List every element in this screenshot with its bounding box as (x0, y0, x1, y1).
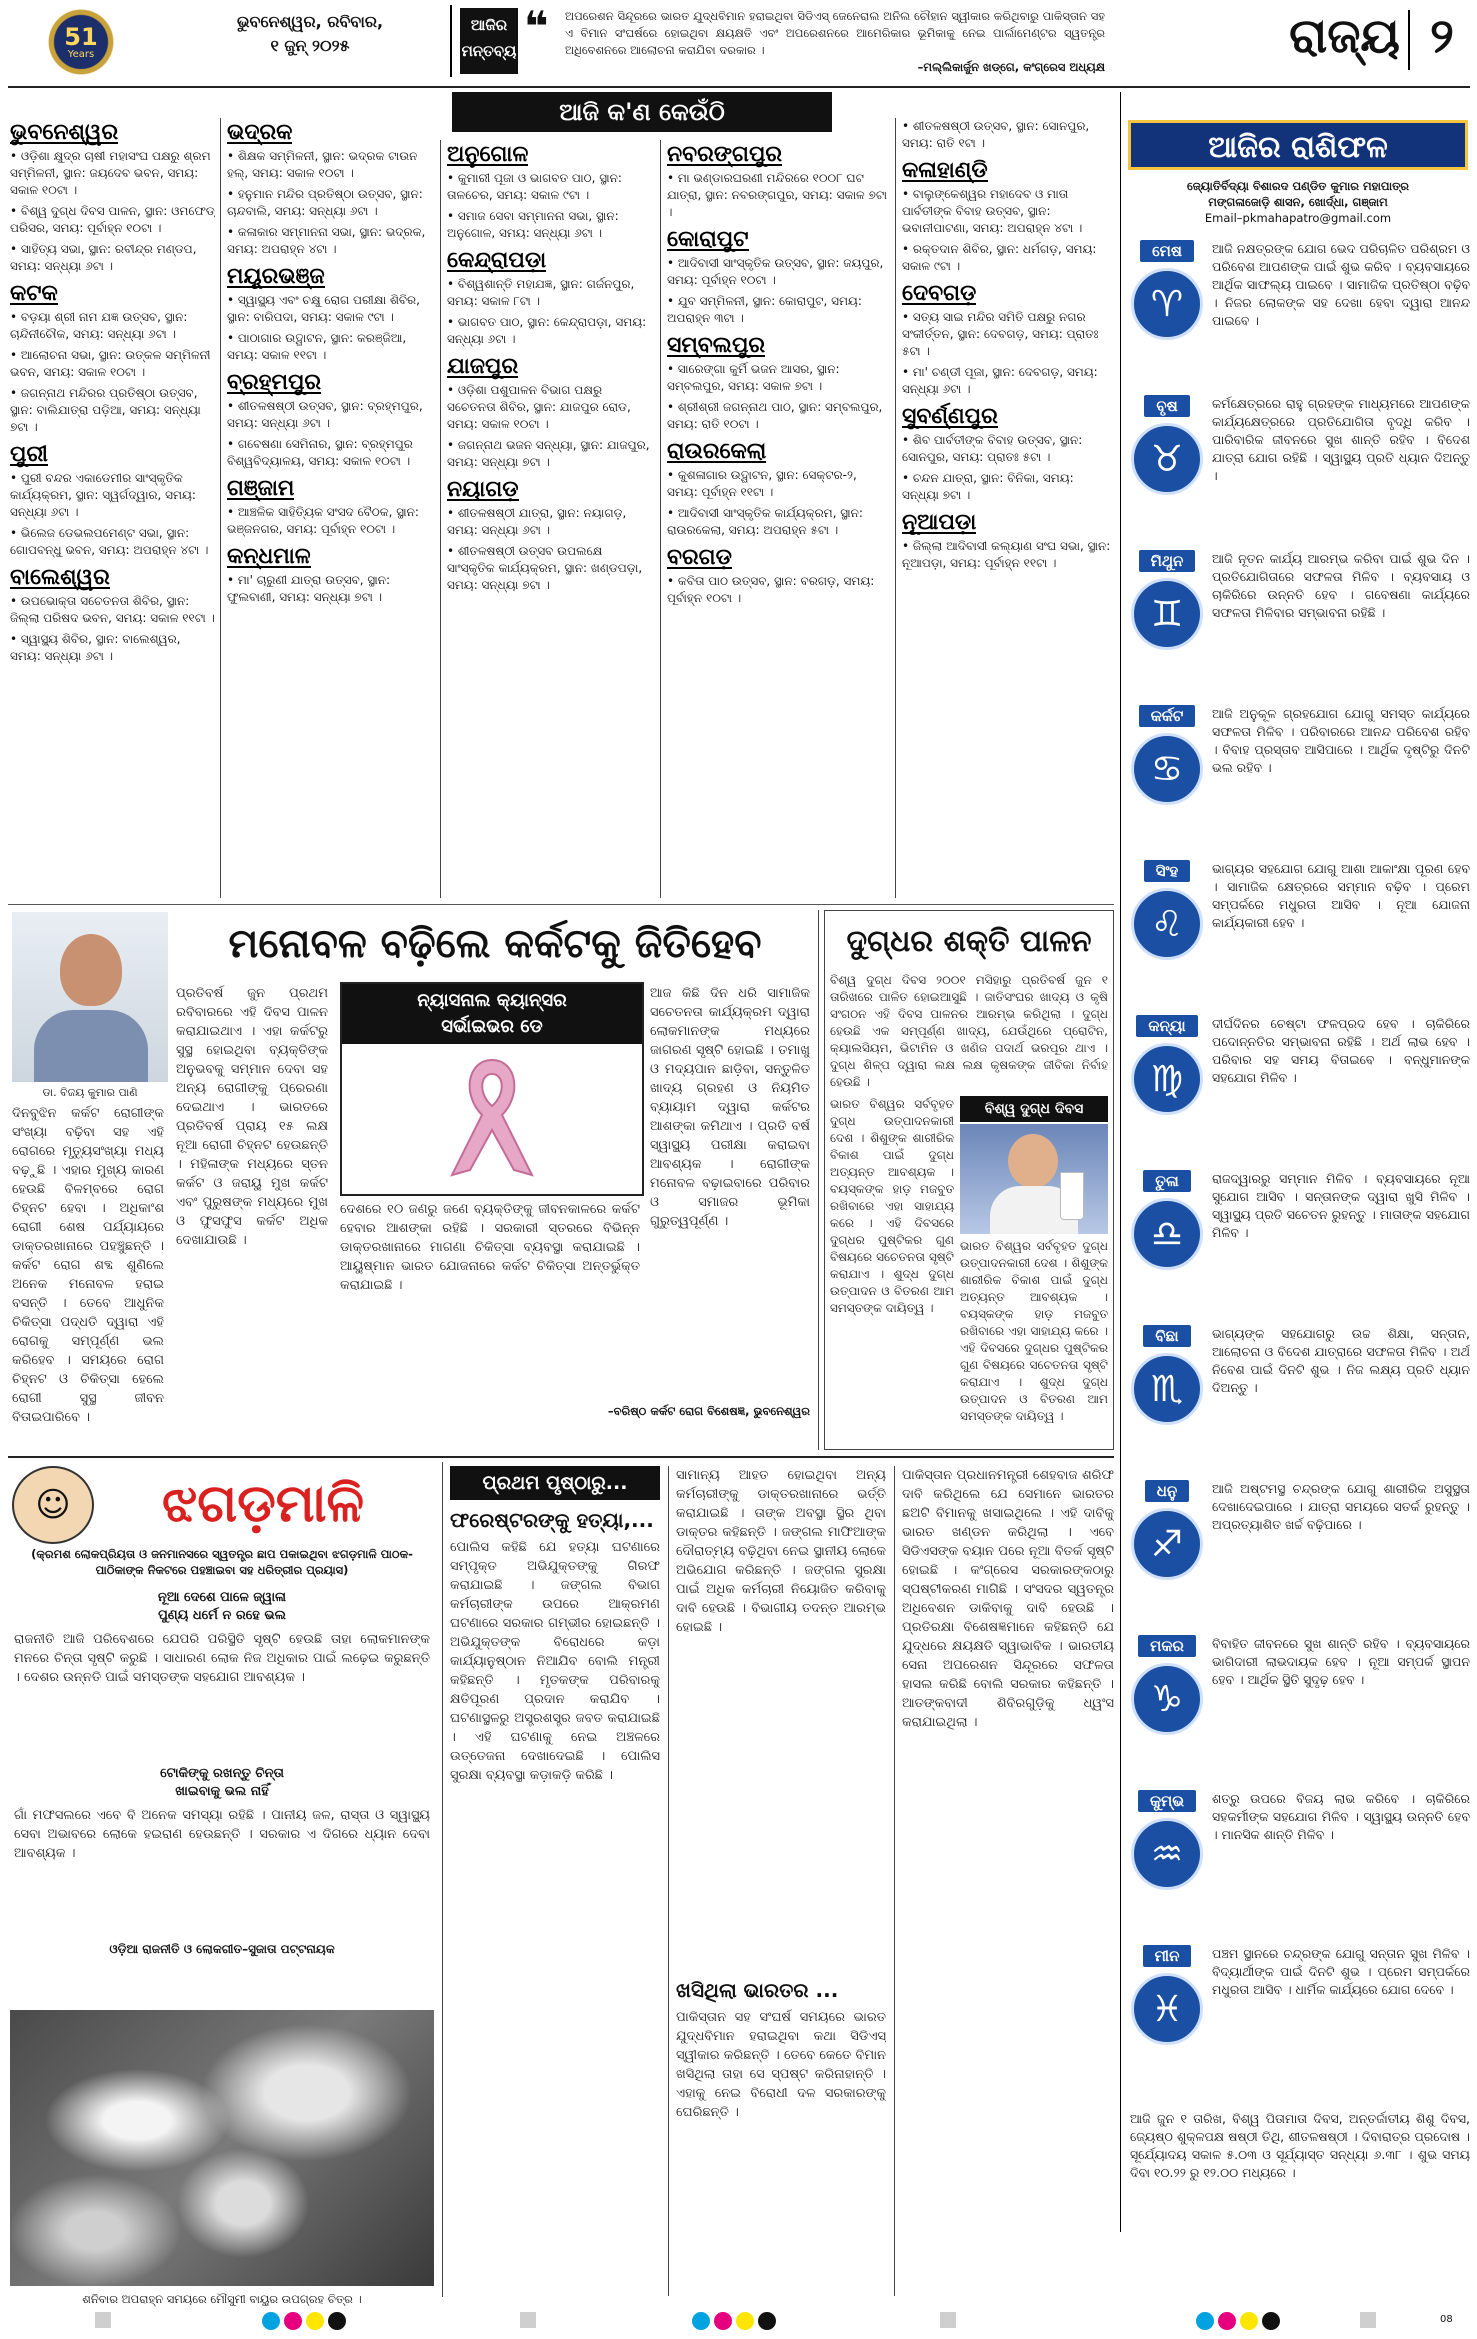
cancer-headline: ମନୋବଳ ବଢ଼ିଲେ କର୍କଟକୁ ଜିତିହେବ (228, 921, 762, 967)
quote-tag (460, 8, 518, 74)
child-head (1008, 1134, 1058, 1188)
event-item: • ଯୁବ ସମ୍ମିଳନୀ, ସ୍ଥାନ: କୋରାପୁଟ, ସମୟ: ଅପରାହ୍ନ ୩ଟା । (667, 294, 862, 325)
event-item: • ଆଞ୍ଚଳିକ ସାହିତ୍ୟିକ ସଂସଦ ବୈଠକ, ସ୍ଥାନ: ଭଞ୍ଜନଗର, ସମୟ: ପୂର୍ବାହ୍ନ ୧୦ଟା । (227, 505, 419, 536)
zodiac-entry (1130, 1790, 1470, 1930)
zodiac-symbol-icon: ♎ (1131, 1198, 1203, 1270)
event-city: ପୁରୀ (10, 442, 48, 467)
zodiac-symbol-icon: ♌ (1131, 888, 1203, 960)
events-banner-title: ଆଜି କ'ଣ କେଉଁଠି (559, 98, 725, 126)
milk-photo (960, 1124, 1108, 1234)
zodiac-entry (1130, 860, 1470, 1000)
event-item: • ଶ୍ରୀଶ୍ରୀ ଜଗନ୍ନାଥ ପାଠ, ସ୍ଥାନ: ସମ୍ବଲପୁର, ସମୟ: ରାତି ୧୦ଟା । (667, 400, 883, 431)
cancer-col3: ଆଜ କିଛି ଦିନ ଧରି ସାମାଜିକ ସଚେତନତା କାର୍ଯ୍ୟକ୍ରମ ଦ୍ୱାରା ଲୋକମାନଙ୍କ ମଧ୍ୟରେ ଜାଗରଣ ସୃଷ୍ଟି ହୋଇଛି । ତମାଖୁ ଓ ମଦ୍ୟପାନ ଛାଡ଼ିବା, ସନ୍ତୁଳିତ ଖାଦ୍ୟ ଗ୍ରହଣ ଓ ନିୟମିତ ବ୍ୟାୟାମ ଦ୍ୱାରା କର୍କଟର ଆଶଙ୍କା କମିଥାଏ । ପ୍ରତି ବର୍ଷ ସ୍ୱାସ୍ଥ୍ୟ ପରୀକ୍ଷା କରାଇବା ଆବଶ୍ୟକ । ରୋଗୀଙ୍କ ମନୋବଳ ବଢ଼ାଇବାରେ ପରିବାର ଓ ସମାଜର ଭୂମିକା ଗୁରୁତ୍ୱପୂର୍ଣ୍ଣ । (650, 986, 810, 1229)
zodiac-entry (1130, 705, 1470, 845)
event-city: ଭୁବନେଶ୍ୱର (10, 120, 119, 145)
rashifala-header (1128, 120, 1468, 170)
event-item: • କଳାକାର ସମ୍ମାନନା ସଭା, ସ୍ଥାନ: ଭଦ୍ରକ, ସମୟ: ଅପରାହ୍ନ ୪ଟା । (227, 225, 426, 256)
zodiac-name: ବୃଷ (1144, 395, 1189, 417)
quote-mark-icon: ❝ (524, 2, 549, 51)
zodiac-name: ତୁଳା (1143, 1170, 1190, 1192)
survivor-box (340, 982, 644, 1196)
event-item: • ପୁରୀ ବନ୍ଦର ଏକାଡେମୀର ସାଂସ୍କୃତିକ କାର୍ଯ୍ୟକ୍ରମ, ସ୍ଥାନ: ସ୍ୱର୍ଗଦ୍ୱାର, ସମୟ: ସନ୍ଧ୍ୟା ୬ଟା । (10, 471, 196, 519)
event-city: କୋରାପୁଟ (667, 227, 749, 252)
continued-banner (450, 1466, 660, 1500)
milk-col2: ଭାରତ ବିଶ୍ୱର ସର୍ବବୃହତ ଦୁଗ୍ଧ ଉତ୍ପାଦନକାରୀ ଦେଶ । ଶିଶୁଙ୍କ ଶାରୀରିକ ବିକାଶ ପାଇଁ ଦୁଗ୍ଧ ଅତ୍ୟନ୍ତ ଆବଶ୍ୟକ । ବୟସ୍କଙ୍କ ହାଡ଼ ମଜବୁତ ରଖିବାରେ ଏହା ସାହାଯ୍ୟ କରେ । ଏହି ଦିବସରେ ଦୁଗ୍ଧର ପୁଷ୍ଟିକର ଗୁଣ ବିଷୟରେ ସଚେତନତା ସୃଷ୍ଟି କରାଯାଏ । ଶୁଦ୍ଧ ଦୁଗ୍ଧ ଉତ୍ପାଦନ ଓ ବିତରଣ ଆମ ସମସ୍ତଙ୍କ ଦାୟିତ୍ୱ । (830, 1097, 954, 1315)
event-city: ନୟାଗଡ଼ (447, 477, 519, 502)
event-city: କଟକ (10, 281, 58, 306)
survivor-title-line2: ସର୍ଭାଇଭର ଡେ (441, 1016, 543, 1037)
zodiac-symbol-icon: ♊ (1131, 578, 1203, 650)
byline-astrologer: ଜ୍ୟୋତିର୍ବିଦ୍ୟା ବିଶାରଦ ପଣ୍ଡିତ କୁମାର ମହାପାତ୍ର (1186, 179, 1410, 193)
event-item: • ବିଶ୍ୱ ଦୁଗ୍ଧ ଦିବସ ପାଳନ, ସ୍ଥାନ: ଓମଫେଡ୍ ପରିସର, ସମୟ: ପୂର୍ବାହ୍ନ ୧୦ଟା । (10, 204, 215, 235)
cartoon-figure-icon: ☺ (12, 1466, 94, 1544)
pink-ribbon-icon (432, 1050, 552, 1180)
milk-tag: ବିଶ୍ୱ ଦୁଗ୍ଧ ଦିବସ (960, 1096, 1108, 1122)
event-item: • ଶୀତଳଷଷ୍ଠୀ ଉତ୍ସବ, ସ୍ଥାନ: ବ୍ରହ୍ମପୁର, ସମୟ: ସନ୍ଧ୍ୟା ୬ଟା । (227, 399, 423, 430)
footer-registration (0, 2300, 1477, 2339)
zodiac-entry (1130, 1170, 1470, 1310)
zodiac-name: ବିଛା (1143, 1325, 1190, 1347)
event-item: • ପାଠାଗାର ଉଦ୍ଘାଟନ, ସ୍ଥାନ: କରଞ୍ଜିଆ, ସମୟ: ସକାଳ ୧୧ଟା । (227, 331, 407, 362)
events-col1 (10, 118, 215, 898)
event-item: • ସ୍ୱାସ୍ଥ୍ୟ ଏବଂ ଚକ୍ଷୁ ରୋଗ ପରୀକ୍ଷା ଶିବିର, ସ୍ଥାନ: ବାରିପଦା, ସମୟ: ସକାଳ ୯ଟା । (227, 293, 420, 324)
byline-address: ମଙ୍ଗଳାଜୋଡ଼ି ଶାସନ, ଖୋର୍ଦ୍ଧା, ଗଞ୍ଜାମ (1208, 195, 1388, 209)
zodiac-forecast: ଭାଗ୍ୟର ସହଯୋଗ ଯୋଗୁ ଆଶା ଆକାଂକ୍ଷା ପୂରଣ ହେବ । ସାମାଜିକ କ୍ଷେତ୍ରରେ ସମ୍ମାନ ବଢ଼ିବ । ପ୍ରେମ ସମ୍ପର୍କରେ ମଧୁରତା ଆସିବ । ନୂଆ ଯୋଜନା କାର୍ଯ୍ୟକାରୀ ହେବ । (1212, 861, 1470, 930)
zodiac-symbol-icon: ♑ (1131, 1663, 1203, 1735)
rashifala-byline (1128, 178, 1468, 226)
zodiac-symbol-icon: ♋ (1131, 733, 1203, 805)
zodiac-name: ମକର (1138, 1635, 1196, 1657)
event-item: • ସମାଜ ସେବା ସମ୍ମାନନା ସଭା, ସ୍ଥାନ: ଅନୁଗୋଳ, ସମୟ: ସନ୍ଧ୍ୟା ୬ଟା । (447, 209, 619, 240)
zodiac-forecast: ଆଜି ନୂତନ କାର୍ଯ୍ୟ ଆରମ୍ଭ କରିବା ପାଇଁ ଶୁଭ ଦିନ । ପ୍ରତିଯୋଗିତାରେ ସଫଳତା ମିଳିବ । ବ୍ୟବସାୟ ଓ ଚାକିରିରେ ଉନ୍ନତି ହେବ । ଗବେଷଣା କାର୍ଯ୍ୟରେ ସଫଳତା ମିଳିବାର ସମ୍ଭାବନା ରହିଛି । (1212, 551, 1470, 620)
dateline (190, 10, 430, 58)
satellite-caption: ଶନିବାର ଅପରାହ୍ନ ସମୟରେ ମୌସୁମୀ ବାୟୁର ଉପଗ୍ରହ ଚିତ୍ର । (82, 2292, 362, 2306)
event-item: • ଭିଲେଜ ଡେଭଲପମେଣ୍ଟ ସଭା, ସ୍ଥାନ: ଗୋପବନ୍ଧୁ ଭବନ, ସମୟ: ଅପରାହ୍ନ ୪ଟା । (10, 526, 209, 557)
event-item: • ବଡ଼ୟା ଶ୍ରୀ ନାମ ଯଜ୍ଞ ଉତ୍ସବ, ସ୍ଥାନ: ଚାନ୍ଦିନୀଚୌକ, ସମୟ: ସନ୍ଧ୍ୟା ୬ଟା । (10, 310, 188, 341)
quote-author: –ମଲ୍ଲିକାର୍ଜୁନ ଖଡ୍ଗେ, କଂଗ୍ରେସ ଅଧ୍ୟକ୍ଷ (917, 60, 1105, 74)
masthead (0, 0, 1477, 85)
survivor-box-title (342, 984, 642, 1044)
event-city: ନୂଆପଡ଼ା (902, 510, 977, 535)
zodiac-symbol-icon: ♐ (1131, 1508, 1203, 1580)
event-item: • ମା' ଚଣ୍ଡୀ ପୂଜା, ସ୍ଥାନ: ଦେବଗଡ଼, ସମୟ: ସନ୍ଧ୍ୟା ୬ଟା । (902, 365, 1098, 396)
continued-banner-title: ପ୍ରଥମ ପୃଷ୍ଠାରୁ... (482, 1472, 628, 1494)
zodiac-entry (1130, 395, 1470, 535)
event-item: • କବିତା ପାଠ ଉତ୍ସବ, ସ୍ଥାନ: ବରଗଡ଼, ସମୟ: ପୂର୍ବାହ୍ନ ୧୦ଟା । (667, 574, 875, 605)
byline-email: Email–pkmahapatro@gmail.com (1204, 211, 1392, 225)
zodiac-entry (1130, 1945, 1470, 2085)
satellite-image (10, 2010, 434, 2286)
anniversary-badge (42, 6, 120, 78)
event-city: ବରଗଡ଼ (667, 545, 732, 570)
event-city: କଳାହାଣ୍ଡି (902, 158, 988, 183)
doctor-photo (12, 912, 168, 1082)
zodiac-name: କର୍କଟ (1139, 705, 1196, 727)
zodiac-symbol-icon: ♍ (1131, 1043, 1203, 1115)
cartoon-credit: ଓଡ଼ିଆ ରାଜନୀତି ଓ ଲୋକଗୀତ–ସୁଜାତା ପଟ୍ଟନାୟକ (109, 1942, 335, 1956)
zodiac-forecast: ଆଜି ଅଷ୍ଟମସ୍ଥ ଚନ୍ଦ୍ରଙ୍କ ଯୋଗୁ ଶାରୀରିକ ଅସୁସ୍ଥତା ଦେଖାଦେଇପାରେ । ଯାତ୍ରା ସମୟରେ ସତର୍କ ରୁହନ୍ତୁ । ଅପ୍ରତ୍ୟାଶିତ ଖର୍ଚ୍ଚ ବଢ଼ିପାରେ । (1212, 1481, 1470, 1532)
events-col2 (227, 118, 432, 898)
event-item: • ଚନ୍ଦନ ଯାତ୍ରା, ସ୍ଥାନ: ବିନିକା, ସମୟ: ସନ୍ଧ୍ୟା ୭ଟା । (902, 471, 1074, 502)
verse1-body: ରାଜନୀତି ଆଜି ପରିବେଶରେ ଯେପରି ପରିସ୍ଥିତି ସୃଷ୍ଟି ହେଉଛି ତାହା ଲୋକମାନଙ୍କ ମନରେ ଚିନ୍ତା ସୃଷ୍ଟି କରୁଛି । ସାଧାରଣ ଲୋକ ନିଜ ଅଧିକାର ପାଇଁ ଲଢ଼େଇ କରୁଛନ୍ତି । ଦେଶର ଉନ୍ନତି ପାଇଁ ସମସ୍ତଙ୍କ ସହଯୋଗ ଆବଶ୍ୟକ । (14, 1632, 430, 1685)
page-code: 08 (1440, 2314, 1453, 2325)
event-city: ସୁବର୍ଣ୍ଣପୁର (902, 404, 998, 429)
cartoon-column (8, 1462, 436, 2002)
event-item: • ସ୍ୱାସ୍ଥ୍ୟ ଶିବିର, ସ୍ଥାନ: ବାଲେଶ୍ୱର, ସମୟ: ସନ୍ଧ୍ୟା ୬ଟା । (10, 632, 181, 663)
zodiac-name: ଧନୁ (1145, 1480, 1190, 1502)
zodiac-symbol-icon: ♒ (1131, 1818, 1203, 1890)
cartoon-subtitle: (କ୍ରମଶ ଲୋକପ୍ରିୟତା ଓ ଜନମାନସରେ ସ୍ୱତନ୍ତ୍ର ଛାପ ପକାଇଥିବା ଝଗଡ଼ମାଳି ପାଠକ-ପାଠିକାଙ୍କ ନିକଟରେ ପହଞ୍ଚାଇବା ସହ ଧରିତ୍ରୀର ପ୍ରୟାସ) (31, 1547, 413, 1577)
event-item: • ଭାଗବତ ପାଠ, ସ୍ଥାନ: କେନ୍ଦ୍ରାପଡ଼ା, ସମୟ: ସନ୍ଧ୍ୟା ୬ଟା । (447, 315, 647, 346)
event-city: ବ୍ରହ୍ମପୁର (227, 370, 322, 395)
milk-glass-icon (1060, 1172, 1084, 1220)
continued-headline1: ଫରେଷ୍ଟରଙ୍କୁ ହତ୍ୟା,... (450, 1508, 654, 1532)
zodiac-entry (1130, 1635, 1470, 1775)
event-city: ଦେବଗଡ଼ (902, 281, 977, 306)
event-item: • ଶୀତଳଷଷ୍ଠୀ ଉତ୍ସବ ଉପଲକ୍ଷେ ସାଂସ୍କୃତିକ କାର୍ଯ୍ୟକ୍ରମ, ସ୍ଥାନ: ଖଣ୍ଡପଡ଼ା, ସମୟ: ସନ୍ଧ୍ୟା ୭ଟା । (447, 544, 643, 592)
zodiac-name: ମିଥୁନ (1139, 550, 1196, 572)
milk-col1: ବିଶ୍ୱ ଦୁଗ୍ଧ ଦିବସ ୨୦୦୧ ମସିହାରୁ ପ୍ରତିବର୍ଷ ଜୁନ ୧ ତାରିଖରେ ପାଳିତ ହୋଇଆସୁଛି । ଜାତିସଂଘର ଖାଦ୍ୟ ଓ କୃଷି ସଂଗଠନ ଏହି ଦିବସ ପାଳନର ଆରମ୍ଭ କରିଥିଲା । ଦୁଗ୍ଧ ହେଉଛି ଏକ ସମ୍ପୂର୍ଣ୍ଣ ଖାଦ୍ୟ, ଯେଉଁଥିରେ ପ୍ରୋଟିନ, କ୍ୟାଲସିୟମ, ଭିଟାମିନ ଓ ଖଣିଜ ପଦାର୍ଥ ଭରପୂର ଥାଏ । ଦୁଗ୍ଧ ଶିଳ୍ପ ଦ୍ୱାରା ଲକ୍ଷ ଲକ୍ଷ କୃଷକଙ୍କ ଜୀବିକା ନିର୍ବାହ ହେଉଛି । (830, 973, 1108, 1089)
rashifala-title: ଆଜିର ରାଶିଫଳ (1208, 130, 1388, 165)
event-item: • ଜଗନ୍ନାଥ ଭଜନ ସନ୍ଧ୍ୟା, ସ୍ଥାନ: ଯାଜପୁର, ସମୟ: ସନ୍ଧ୍ୟା ୭ଟା । (447, 438, 650, 469)
continued-col1: ପୋଲିସ କହିଛି ଯେ ହତ୍ୟା ଘଟଣାରେ ସମ୍ପୃକ୍ତ ଅଭିଯୁକ୍ତଙ୍କୁ ଗିରଫ କରାଯାଇଛି । ଜଙ୍ଗଲ ବିଭାଗ କର୍ମଚାରୀଙ୍କ ଉପରେ ଆକ୍ରମଣ ଘଟଣାରେ ସରକାର ଗମ୍ଭୀର ହୋଇଛନ୍ତି । ଅଭିଯୁକ୍ତଙ୍କ ବିରୋଧରେ କଡ଼ା କାର୍ଯ୍ୟାନୁଷ୍ଠାନ ନିଆଯିବ ବୋଲି ମନ୍ତ୍ରୀ କହିଛନ୍ତି । ମୃତକଙ୍କ ପରିବାରକୁ କ୍ଷତିପୂରଣ ପ୍ରଦାନ କରାଯିବ । ଘଟଣାସ୍ଥଳରୁ ଅସ୍ତ୍ରଶସ୍ତ୍ର ଜବତ କରାଯାଇଛି । ଏହି ଘଟଣାକୁ ନେଇ ଅଞ୍ଚଳରେ ଉତ୍ତେଜନା ଦେଖାଦେଇଛି । ପୋଲିସ ସୁରକ୍ଷା ବ୍ୟବସ୍ଥା କଡ଼ାକଡ଼ି କରିଛି । (450, 1540, 660, 1783)
zodiac-name: ସିଂହ (1144, 860, 1190, 882)
continued-headline2: ଖସିଥିଲା ଭାରତର ... (676, 1978, 839, 2002)
zodiac-name: ମେଷ (1140, 240, 1194, 262)
event-item: • ଶୀତଳଷଷ୍ଠୀ ଯାତ୍ରା, ସ୍ଥାନ: ନୟାଗଡ଼, ସମୟ: ସନ୍ଧ୍ୟା ୬ଟା । (447, 506, 627, 537)
event-item: • ଆଦିବାସୀ ସାଂସ୍କୃତିକ ଉତ୍ସବ, ସ୍ଥାନ: ଜୟପୁର, ସମୟ: ପୂର୍ବାହ୍ନ ୧୦ଟା । (667, 256, 884, 287)
doctor-body (34, 1010, 148, 1082)
cancer-col4: ଦେଶରେ ୧୦ ଜଣରୁ ଜଣେ ବ୍ୟକ୍ତିଙ୍କୁ ଜୀବନକାଳରେ କର୍କଟ ହେବାର ଆଶଙ୍କା ରହିଛି । ସରକାରୀ ସ୍ତରରେ ବିଭିନ୍ନ ଡାକ୍ତରଖାନାରେ ମାଗଣା ଚିକିତ୍ସା ବ୍ୟବସ୍ଥା କରାଯାଇଛି । ଆୟୁଷ୍ମାନ ଭାରତ ଯୋଜନାରେ କର୍କଟ ଚିକିତ୍ସା ଅନ୍ତର୍ଭୁକ୍ତ କରାଯାଇଛି । (340, 1202, 640, 1293)
event-city: ବାଲେଶ୍ୱର (10, 565, 110, 590)
event-city: ଯାଜପୁର (447, 354, 519, 379)
continued-col2b: ପାକିସ୍ତାନ ସହ ସଂଘର୍ଷ ସମୟରେ ଭାରତ ଯୁଦ୍ଧବିମାନ ହରାଇଥିବା କଥା ସିଡିଏସ୍ ସ୍ୱୀକାର କରିଛନ୍ତି । ତେବେ କେତେ ବିମାନ ଖସିଥିଲା ତାହା ସେ ସ୍ପଷ୍ଟ କରିନାହାନ୍ତି । ଏହାକୁ ନେଇ ବିରୋଧୀ ଦଳ ସରକାରଙ୍କୁ ଘେରିଛନ୍ତି । (676, 2010, 886, 2120)
event-item: • ରକ୍ତଦାନ ଶିବିର, ସ୍ଥାନ: ଧର୍ମଗଡ଼, ସମୟ: ସକାଳ ୯ଟା । (902, 242, 1097, 273)
zodiac-forecast: ଶତ୍ରୁ ଉପରେ ବିଜୟ ଲାଭ କରିବେ । ଚାକିରିରେ ସହକର୍ମୀଙ୍କ ସହଯୋଗ ମିଳିବ । ସ୍ୱାସ୍ଥ୍ୟ ଉନ୍ନତି ହେବ । ମାନସିକ ଶାନ୍ତି ମିଳିବ । (1212, 1791, 1470, 1842)
event-item: • ହନୁମାନ ମନ୍ଦିର ପ୍ରତିଷ୍ଠା ଉତ୍ସବ, ସ୍ଥାନ: ଚାନ୍ଦବାଲି, ସମୟ: ସନ୍ଧ୍ୟା ୬ଟା । (227, 187, 423, 218)
zodiac-name: କୁମ୍ଭ (1138, 1790, 1196, 1812)
zodiac-symbol-icon: ♉ (1131, 423, 1203, 495)
panjika: ଆଜି ଜୁନ ୧ ତାରିଖ, ବିଶ୍ୱ ପିତାମାତା ଦିବସ, ଅନ୍ତର୍ଜାତୀୟ ଶିଶୁ ଦିବସ, ଜ୍ୟେଷ୍ଠ ଶୁକ୍ଳପକ୍ଷ ଷଷ୍ଠୀ ତିଥି, ଶୀତଳଷଷ୍ଠୀ । ଦିବାରାତ୍ର ପ୍ରଦୋଷ । ସୂର୍ଯ୍ୟୋଦୟ ସକାଳ ୫.୦୩ ଓ ସୂର୍ଯ୍ୟାସ୍ତ ସନ୍ଧ୍ୟା ୬.୩୮ । ଶୁଭ ସମୟ ଦିବା ୧୦.୨୨ ରୁ ୧୨.୦୦ ମଧ୍ୟରେ । (1130, 2111, 1470, 2180)
events-col4 (667, 140, 887, 898)
event-item: • ଶିବ ପାର୍ବତୀଙ୍କ ବିବାହ ଉତ୍ସବ, ସ୍ଥାନ: ସୋନପୁର, ସମୟ: ପ୍ରାତଃ ୫ଟା । (902, 433, 1083, 464)
zodiac-symbol-icon: ♓ (1131, 1973, 1203, 2045)
event-item: • ସାରେଙ୍ଗା କୁର୍ମି ଭଜନ ଆସର, ସ୍ଥାନ: ସମ୍ବଲପୁର, ସମୟ: ସକାଳ ୭ଟା । (667, 362, 840, 393)
zodiac-forecast: ଦୀର୍ଘଦିନର ଚେଷ୍ଟା ଫଳପ୍ରଦ ହେବ । ଚାକିରିରେ ପଦୋନ୍ନତିର ସମ୍ଭାବନା ରହିଛି । ଅର୍ଥ ଲାଭ ହେବ । ପରିବାର ସହ ସମୟ ବିତାଇବେ । ବନ୍ଧୁମାନଙ୍କ ସହଯୋଗ ମିଳିବ । (1212, 1016, 1470, 1085)
event-city: କେନ୍ଦ୍ରାପଡ଼ା (447, 248, 547, 273)
event-item: • ସତ୍ୟ ସାଇ ମନ୍ଦିର ସମିତି ପକ୍ଷରୁ ନଗର ସଂକୀର୍ତ୍ତନ, ସ୍ଥାନ: ଦେବଗଡ଼, ସମୟ: ପ୍ରାତଃ ୫ଟା । (902, 310, 1099, 358)
dateline-line1: ଭୁବନେଶ୍ୱର, ରବିବାର, (236, 12, 384, 31)
verse2-sub: ଖାଇବାକୁ ଭଲ ନାହିଁ (175, 1784, 269, 1799)
zodiac-forecast: ଭାଗ୍ୟଙ୍କ ସହଯୋଗରୁ ଉଚ୍ଚ ଶିକ୍ଷା, ସନ୍ତାନ, ଆଲୋଚନା ଓ ବିଦେଶ ଯାତ୍ରାରେ ସଫଳତା ମିଳିବ । ଅର୍ଥ ନିବେଶ ପାଇଁ ଦିନଟି ଶୁଭ । ନିଜ ଲକ୍ଷ୍ୟ ପ୍ରତି ଧ୍ୟାନ ଦିଅନ୍ତୁ । (1212, 1326, 1470, 1395)
event-item: • ଗବେଷଣା ସେମିନାର, ସ୍ଥାନ: ବ୍ରହ୍ମପୁର ବିଶ୍ୱବିଦ୍ୟାଳୟ, ସମୟ: ସକାଳ ୧୦ଟା । (227, 437, 413, 468)
event-item: • କୁଶଳାଗାର ଉଦ୍ଘାଟନ, ସ୍ଥାନ: ସେକ୍ଟର-୨, ସମୟ: ପୂର୍ବାହ୍ନ ୧୧ଟା । (667, 468, 857, 499)
zodiac-name: କନ୍ୟା (1136, 1015, 1197, 1037)
verse1-sub: ପୁଣ୍ୟ ଧର୍ମେ ନ ରହେ ଭଲ (158, 1608, 286, 1623)
events-col5 (902, 118, 1112, 898)
continued-col2: ସାମାନ୍ୟ ଆହତ ହୋଇଥିବା ଅନ୍ୟ କର୍ମଚାରୀଙ୍କୁ ଡାକ୍ତରଖାନାରେ ଭର୍ତ୍ତି କରାଯାଇଛି । ତାଙ୍କ ଅବସ୍ଥା ସ୍ଥିର ଥିବା ଡାକ୍ତର କହିଛନ୍ତି । ଜଙ୍ଗଲ ମାଫିଆଙ୍କ ଦୌରାତ୍ମ୍ୟ ବଢ଼ିଥିବା ନେଇ ସ୍ଥାନୀୟ ଲୋକେ ଅଭିଯୋଗ କରିଛନ୍ତି । ଜଙ୍ଗଲ ସୁରକ୍ଷା ପାଇଁ ଅଧିକ କର୍ମଚାରୀ ନିୟୋଜିତ କରିବାକୁ ଦାବି ହେଉଛି । ବିଭାଗୀୟ ତଦନ୍ତ ଆରମ୍ଭ ହୋଇଛି । (676, 1468, 886, 1635)
section-title: ରାଜ୍ୟ (1289, 8, 1400, 64)
event-item: • ଉପଭୋକ୍ତା ସଚେତନତା ଶିବିର, ସ୍ଥାନ: ଜିଲ୍ଲା ପରିଷଦ ଭବନ, ସମୟ: ସକାଳ ୧୧ଟା । (10, 594, 215, 625)
events-banner (452, 92, 832, 132)
event-city: କନ୍ଧମାଳ (227, 544, 311, 569)
event-city: ଭଦ୍ରକ (227, 120, 293, 145)
event-item: • ଜଗନ୍ନାଥ ମନ୍ଦିରର ପ୍ରତିଷ୍ଠା ଉତ୍ସବ, ସ୍ଥାନ: ବାଲିଯାତ୍ରା ପଡ଼ିଆ, ସମୟ: ସନ୍ଧ୍ୟା ୭ଟା । (10, 386, 201, 434)
zodiac-forecast: ଆଜି ନକ୍ଷତ୍ରଙ୍କ ଯୋଗ ଭେଦ ପରିଚାଳିତ ପରିଶ୍ରମ ଓ ପରିବେଶ ଆପଣଙ୍କ ପାଇଁ ଶୁଭ କରିବ । ବ୍ୟବସାୟରେ ଆର୍ଥିକ ସାଫଲ୍ୟ ପାଇବେ । ସାମାଜିକ ପ୍ରତିଷ୍ଠା ବଢ଼ିବ । ନିଜର ଲୋକଙ୍କ ସହ ଦେଖା ହେବା ଦ୍ୱାରା ଆନନ୍ଦ ପାଇବେ । (1212, 241, 1470, 328)
events-col3 (447, 140, 652, 898)
quote-tag-line2: ମନ୍ତବ୍ୟ (461, 42, 517, 60)
event-item: • ଜିଲ୍ଲା ଆଦିବାସୀ କଲ୍ୟାଣ ସଂଘ ସଭା, ସ୍ଥାନ: ନୂଆପଡ଼ା, ସମୟ: ପୂର୍ବାହ୍ନ ୧୧ଟା । (902, 539, 1111, 570)
cancer-author: –ବରିଷ୍ଠ କର୍କଟ ରୋଗ ବିଶେଷଜ୍ଞ, ଭୁବନେଶ୍ୱର (607, 1404, 810, 1418)
cartoon-title: ଝଗଡ଼ମାଳି (161, 1474, 365, 1534)
milk-headline: ଦୁଗ୍ଧର ଶକ୍ତି ପାଳନ (846, 924, 1092, 959)
event-city: ରାଉରକେଲା (667, 439, 767, 464)
doctor-head (60, 934, 122, 1006)
event-item: • ଆଦିବାସୀ ସାଂସ୍କୃତିକ କାର୍ଯ୍ୟକ୍ରମ, ସ୍ଥାନ: ରାଉରକେଲା, ସମୟ: ଅପରାହ୍ନ ୫ଟା । (667, 506, 863, 537)
event-item: • ମା' ଚାରୁଣୀ ଯାତ୍ରା ଉତ୍ସବ, ସ୍ଥାନ: ଫୁଲବାଣୀ, ସମୟ: ସନ୍ଧ୍ୟା ୭ଟା । (227, 573, 391, 604)
event-item: • ଓଡ଼ିଶା ପଶୁପାଳନ ବିଭାଗ ପକ୍ଷରୁ ସଚେତନତା ଶିବିର, ସ୍ଥାନ: ଯାଜପୁର ରୋଡ, ସମୟ: ସକାଳ ୧୦ଟା । (447, 383, 631, 431)
zodiac-entry (1130, 240, 1470, 380)
event-item: • ଶିକ୍ଷକ ସମ୍ମିଳନୀ, ସ୍ଥାନ: ଭଦ୍ରକ ଟାଉନ ହଲ୍, ସମୟ: ସକାଳ ୧୦ଟା । (227, 149, 418, 180)
dateline-line2: ୧ ଜୁନ୍ ୨୦୨୫ (270, 36, 350, 55)
event-item: • ମା ଭଣ୍ଡାରଘରଣୀ ମନ୍ଦିରରେ ୧୦୦୮ ଘଟ ଯାତ୍ରା, ସ୍ଥାନ: ନବରଙ୍ଗପୁର, ସମୟ: ସକାଳ ୭ଟା । (667, 171, 887, 219)
event-item: • ଓଡ଼ିଶା କ୍ଷୁଦ୍ର ଚାଷୀ ମହାସଂଘ ପକ୍ଷରୁ ଶ୍ରମ ସମ୍ମିଳନୀ, ସ୍ଥାନ: ଜୟଦେବ ଭବନ, ସମୟ: ସକାଳ ୧୦ଟା । (10, 149, 211, 197)
milk-col2-cont: ଭାରତ ବିଶ୍ୱର ସର୍ବବୃହତ ଦୁଗ୍ଧ ଉତ୍ପାଦନକାରୀ ଦେଶ । ଶିଶୁଙ୍କ ଶାରୀରିକ ବିକାଶ ପାଇଁ ଦୁଗ୍ଧ ଅତ୍ୟନ୍ତ ଆବଶ୍ୟକ । ବୟସ୍କଙ୍କ ହାଡ଼ ମଜବୁତ ରଖିବାରେ ଏହା ସାହାଯ୍ୟ କରେ । ଏହି ଦିବସରେ ଦୁଗ୍ଧର ପୁଷ୍ଟିକର ଗୁଣ ବିଷୟରେ ସଚେତନତା ସୃଷ୍ଟି କରାଯାଏ । ଶୁଦ୍ଧ ଦୁଗ୍ଧ ଉତ୍ପାଦନ ଓ ବିତରଣ ଆମ ସମସ୍ତଙ୍କ ଦାୟିତ୍ୱ । (960, 1239, 1108, 1423)
page-number: ୨ (1430, 8, 1454, 64)
verse1-title: ନୂଆ ଦେଶେ ପାଳେ ଜ୍ୱାଳା (157, 1590, 287, 1605)
zodiac-forecast: ପଞ୍ଚମ ସ୍ଥାନରେ ଚନ୍ଦ୍ରଙ୍କ ଯୋଗୁ ସନ୍ତାନ ସୁଖ ମିଳିବ । ବିଦ୍ୟାର୍ଥୀଙ୍କ ପାଇଁ ଦିନଟି ଶୁଭ । ପ୍ରେମ ସମ୍ପର୍କରେ ମଧୁରତା ଆସିବ । ଧାର୍ମିକ କାର୍ଯ୍ୟରେ ଯୋଗ ଦେବେ । (1212, 1946, 1470, 1997)
zodiac-forecast: କର୍ମକ୍ଷେତ୍ରରେ ରାହୁ ଗ୍ରହଙ୍କ ମାଧ୍ୟମରେ ଆପଣଙ୍କ କାର୍ଯ୍ୟକ୍ଷେତ୍ରରେ ପ୍ରତିଯୋଗିତା ବୃଦ୍ଧି କରିବ । ପାରିବାରିକ ଜୀବନରେ ସୁଖ ଶାନ୍ତି ରହିବ । ବିଦେଶ ଯାତ୍ରା ଯୋଗ ରହିଛି । ସ୍ୱାସ୍ଥ୍ୟ ପ୍ରତି ଧ୍ୟାନ ଦିଅନ୍ତୁ । (1212, 396, 1470, 483)
zodiac-entry (1130, 1480, 1470, 1620)
event-item: • ଶୀତଳଷଷ୍ଠୀ ଉତ୍ସବ, ସ୍ଥାନ: ସୋନପୁର, ସମୟ: ରାତି ୧ଟା । (902, 119, 1090, 150)
event-city: ନବରଙ୍ଗପୁର (667, 142, 783, 167)
zodiac-symbol-icon: ♏ (1131, 1353, 1203, 1425)
event-item: • ଆଲୋଚନା ସଭା, ସ୍ଥାନ: ଉତ୍କଳ ସମ୍ମିଳନୀ ଭବନ, ସମୟ: ସକାଳ ୧୦ଟା । (10, 348, 211, 379)
zodiac-entry (1130, 1015, 1470, 1155)
zodiac-entry (1130, 550, 1470, 690)
verse2-body: ଗାଁ ମଫସଲରେ ଏବେ ବି ଅନେକ ସମସ୍ୟା ରହିଛି । ପାନୀୟ ଜଳ, ରାସ୍ତା ଓ ସ୍ୱାସ୍ଥ୍ୟ ସେବା ଅଭାବରେ ଲୋକେ ହଇରାଣ ହେଉଛନ୍ତି । ସରକାର ଏ ଦିଗରେ ଧ୍ୟାନ ଦେବା ଆବଶ୍ୟକ । (14, 1808, 430, 1861)
event-item: • ବାଲୁଙ୍କେଶ୍ୱର ମହାଦେବ ଓ ମାତା ପାର୍ବତୀଙ୍କ ବିବାହ ଉତ୍ସବ, ସ୍ଥାନ: ଭବାନୀପାଟଣା, ସମୟ: ଅପରାହ୍ନ ୪ଟା । (902, 187, 1083, 235)
quote-tag-line1: ଆଜିର (470, 16, 508, 34)
doctor-caption: ଡା. ବିଜୟ କୁମାର ପାଣି (42, 1086, 138, 1099)
event-city: ସମ୍ବଲପୁର (667, 333, 766, 358)
zodiac-symbol-icon: ♈ (1131, 268, 1203, 340)
badge-caption: Years (67, 48, 95, 60)
zodiac-forecast: ବିବାହିତ ଜୀବନରେ ସୁଖ ଶାନ୍ତି ରହିବ । ବ୍ୟବସାୟରେ ଭାଗିଦାରୀ ଲାଭଦାୟକ ହେବ । ନୂଆ ସମ୍ପର୍କ ସ୍ଥାପନ ହେବ । ଆର୍ଥିକ ସ୍ଥିତି ସୁଦୃଢ଼ ହେବ । (1212, 1636, 1470, 1687)
event-city: ଗଞ୍ଜାମ (227, 476, 295, 501)
survivor-title-line1: ନ୍ୟାସନାଲ କ୍ୟାନ୍ସର (417, 990, 567, 1011)
cancer-col1: ଦିନବୁଝିନ କର୍କଟ ରୋଗୀଙ୍କ ସଂଖ୍ୟା ବଢ଼ିବା ସହ ଏହି ରୋଗରେ ମୃତ୍ୟୁସଂଖ୍ୟା ମଧ୍ୟ ବଢ଼ୁଛି । ଏହାର ମୁଖ୍ୟ କାରଣ ହେଉଛି ବିଳମ୍ବରେ ରୋଗ ଚିହ୍ନଟ ହେବା । ଅଧିକାଂଶ ରୋଗୀ ଶେଷ ପର୍ଯ୍ୟାୟରେ ଡାକ୍ତରଖାନାରେ ପହଞ୍ଚୁଛନ୍ତି । କର୍କଟ ରୋଗ ଶବ୍ଦ ଶୁଣିଲେ ଅନେକ ମନୋବଳ ହରାଇ ବସନ୍ତି । ତେବେ ଆଧୁନିକ ଚିକିତ୍ସା ପଦ୍ଧତି ଦ୍ୱାରା ଏହି ରୋଗକୁ ସମ୍ପୂର୍ଣ୍ଣ ଭଲ କରିହେବ । ସମୟରେ ରୋଗ ଚିହ୍ନଟ ଓ ଚିକିତ୍ସା ହେଲେ ରୋଗୀ ସୁସ୍ଥ ଜୀବନ ବିତାଇପାରିବେ । (12, 1106, 164, 1425)
zodiac-name: ମୀନ (1143, 1945, 1192, 1967)
event-city: ଅନୁଗୋଳ (447, 142, 529, 167)
zodiac-entry (1130, 1325, 1470, 1465)
badge-year: 51 (64, 22, 98, 51)
continued-col3: ପାକିସ୍ତାନ ପ୍ରଧାନମନ୍ତ୍ରୀ ଶେହବାଜ ଶରିଫ ଦାବି କରିଥିଲେ ଯେ ସେମାନେ ଭାରତର ଛଅଟି ବିମାନକୁ ଖସାଇଥିଲେ । ଏହି ଦାବିକୁ ଭାରତ ଖଣ୍ଡନ କରିଥିଲା । ଏବେ ସିଡିଏସଙ୍କ ବୟାନ ପରେ ନୂଆ ବିତର୍କ ସୃଷ୍ଟି ହୋଇଛି । କଂଗ୍ରେସ ସରକାରଙ୍କଠାରୁ ସ୍ପଷ୍ଟୀକରଣ ମାଗିଛି । ସଂସଦର ସ୍ୱତନ୍ତ୍ର ଅଧିବେଶନ ଡାକିବାକୁ ଦାବି ହେଉଛି । ପ୍ରତିରକ୍ଷା ବିଶେଷଜ୍ଞମାନେ କହିଛନ୍ତି ଯେ ଯୁଦ୍ଧରେ କ୍ଷୟକ୍ଷତି ସ୍ୱାଭାବିକ । ଭାରତୀୟ ସେନା ଅପରେଶନ ସିନ୍ଦୂରରେ ସଫଳତା ହାସଲ କରିଛି ବୋଲି ସରକାର କହିଛନ୍ତି । ଆତଙ୍କବାଦୀ ଶିବିରଗୁଡ଼ିକୁ ଧ୍ୱଂସ କରାଯାଇଥିଲା । (902, 1468, 1114, 1730)
event-city: ମୟୂରଭଞ୍ଜ (227, 264, 325, 289)
zodiac-forecast: ଆଜି ଅନୁକୂଳ ଗ୍ରହଯୋଗ ଯୋଗୁ ସମସ୍ତ କାର୍ଯ୍ୟରେ ସଫଳତା ମିଳିବ । ପରିବାରରେ ଆନନ୍ଦ ପରିବେଶ ରହିବ । ବିବାହ ପ୍ରସ୍ତାବ ଆସିପାରେ । ଆର୍ଥିକ ଦୃଷ୍ଟିରୁ ଦିନଟି ଭଲ ରହିବ । (1212, 706, 1470, 775)
event-item: • ବିଶ୍ୱଶାନ୍ତି ମହାଯଜ୍ଞ, ସ୍ଥାନ: ଗର୍ଜନପୁର, ସମୟ: ସକାଳ ୮ଟା । (447, 277, 635, 308)
quote-text: ଅପରେଶନ ସିନ୍ଦୂରରେ ଭାରତ ଯୁଦ୍ଧବିମାନ ହରାଇଥିବା ସିଡିଏସ୍ ଜେନେରାଲ ଅନିଲ ଚୌହାନ ସ୍ୱୀକାର କରିଥିବାରୁ ପାକିସ୍ତାନ ସହ ଏ ବିମାନ ସଂଘର୍ଷରେ ହୋଇଥିବା କ୍ଷୟକ୍ଷତି ଏବଂ ଅପରେଶନରେ ଆମେରିକାର ଭୂମିକାକୁ ନେଇ ପାର୍ଲାମେଣ୍ଟର ସ୍ୱତନ୍ତ୍ର ଅଧିବେଶନରେ ଆଲୋଚନା କରାଯିବା ଦରକାର । (565, 9, 1105, 57)
cancer-col2: ପ୍ରତିବର୍ଷ ଜୁନ ପ୍ରଥମ ରବିବାରରେ ଏହି ଦିବସ ପାଳନ କରାଯାଇଥାଏ । ଏହା କର୍କଟରୁ ସୁସ୍ଥ ହୋଇଥିବା ବ୍ୟକ୍ତିଙ୍କ ଅନୁଭବକୁ ସମ୍ମାନ ଦେବା ସହ ଅନ୍ୟ ରୋଗୀଙ୍କୁ ପ୍ରେରଣା ଦେଇଥାଏ । ଭାରତରେ ପ୍ରତିବର୍ଷ ପ୍ରାୟ ୧୫ ଲକ୍ଷ ନୂଆ ରୋଗୀ ଚିହ୍ନଟ ହେଉଛନ୍ତି । ମହିଳାଙ୍କ ମଧ୍ୟରେ ସ୍ତନ କର୍କଟ ଓ ଜରାୟୁ ମୁଖ କର୍କଟ ଏବଂ ପୁରୁଷଙ୍କ ମଧ୍ୟରେ ମୁଖ ଓ ଫୁସଫୁସ କର୍କଟ ଅଧିକ ଦେଖାଯାଉଛି । (176, 986, 328, 1248)
zodiac-forecast: ରାଜଦ୍ୱାରରୁ ସମ୍ମାନ ମିଳିବ । ବ୍ୟବସାୟରେ ନୂଆ ସୁଯୋଗ ଆସିବ । ସନ୍ତାନଙ୍କ ଦ୍ୱାରା ଖୁସି ମିଳିବ । ସ୍ୱାସ୍ଥ୍ୟ ପ୍ରତି ସଚେତନ ରୁହନ୍ତୁ । ମାତାଙ୍କ ସହଯୋଗ ମିଳିବ । (1212, 1171, 1470, 1240)
verse2-title: ଟୋକିଙ୍କୁ ରଖନ୍ତୁ ଚିନ୍ତା (160, 1766, 284, 1781)
event-item: • ସାହିତ୍ୟ ସଭା, ସ୍ଥାନ: ରବୀନ୍ଦ୍ର ମଣ୍ଡପ, ସମୟ: ସନ୍ଧ୍ୟା ୬ଟା । (10, 242, 197, 273)
event-item: • କୁମାରୀ ପୂଜା ଓ ଭାଗବତ ପାଠ, ସ୍ଥାନ: ତାଳଚେର, ସମୟ: ସକାଳ ୯ଟା । (447, 171, 622, 202)
